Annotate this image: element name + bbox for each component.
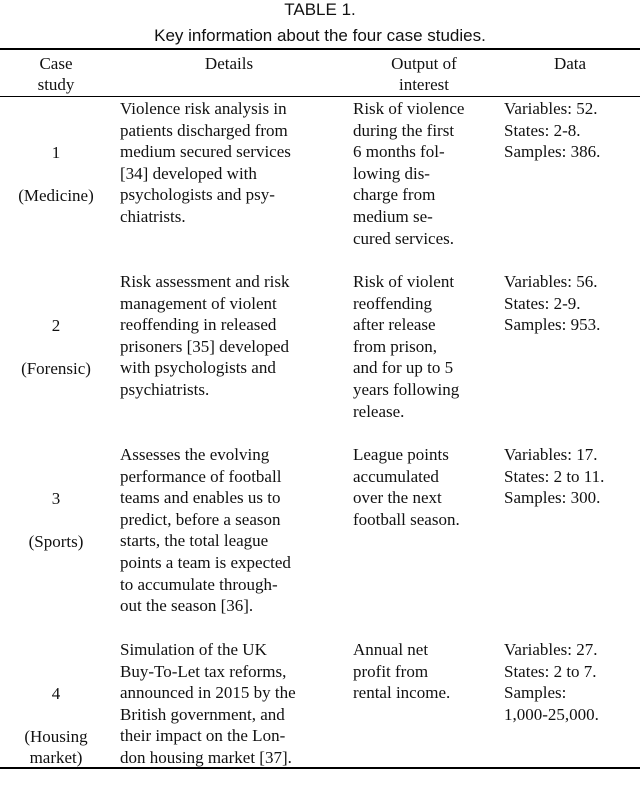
header-rule — [0, 96, 640, 97]
column-header-output: Output of interest — [391, 54, 457, 94]
case-cell — [0, 293, 112, 401]
data-cell: Variables: 27. States: 2 to 7. Samples: 1,000-25,000. — [504, 640, 599, 724]
case-number: 4 — [51, 683, 61, 703]
case-name: (Medicine) — [18, 185, 94, 205]
output-cell: Annual net profit from rental income. — [353, 640, 451, 703]
output-cell: Risk of violent reoffending after release from prison, and for up to 5 years following release. — [353, 272, 460, 421]
column-header-data: Data — [553, 54, 587, 73]
column-header-case-study: Case study — [37, 54, 75, 94]
details-cell: Violence risk analysis in patients discharged from medium secured services [34] developed with psychologists and psy- chiatrists. — [120, 99, 291, 226]
details-cell: Assesses the evolving performance of football teams and enables us to predict, before a season starts, the total league points a team is expected to accumulate through- out the season [36]. — [120, 445, 291, 616]
case-name: (Forensic) — [21, 358, 91, 378]
table-caption: Key information about the four case studies. — [154, 26, 486, 45]
table-label: TABLE 1. — [284, 0, 356, 19]
details-cell: Risk assessment and risk management of violent reoffending in released prisoners [35] developed with psychologists and psychiatrists. — [120, 272, 290, 399]
case-cell — [0, 120, 112, 228]
output-cell: League points accumulated over the next football season. — [353, 445, 460, 529]
case-name: (Sports) — [28, 531, 84, 551]
bottom-rule — [0, 767, 640, 769]
data-cell: Variables: 17. States: 2 to 11. Samples: 300. — [504, 445, 605, 508]
data-cell: Variables: 52. States: 2-8. Samples: 386. — [504, 99, 601, 162]
case-cell — [0, 466, 112, 574]
case-number: 2 — [51, 315, 61, 335]
details-cell: Simulation of the UK Buy-To-Let tax reforms, announced in 2015 by the British government, and their impact on the Lon- don housing market [37]. — [120, 640, 296, 767]
case-name: (Housing market) — [24, 726, 88, 768]
case-cell — [0, 661, 112, 791]
column-header-details: Details — [204, 54, 254, 73]
output-cell: Risk of violence during the first 6 months fol- lowing dis- charge from medium se- cured services. — [353, 99, 465, 248]
data-cell: Variables: 56. States: 2-9. Samples: 953. — [504, 272, 601, 335]
case-number: 3 — [51, 488, 61, 508]
top-rule — [0, 48, 640, 50]
case-number: 1 — [51, 142, 61, 162]
